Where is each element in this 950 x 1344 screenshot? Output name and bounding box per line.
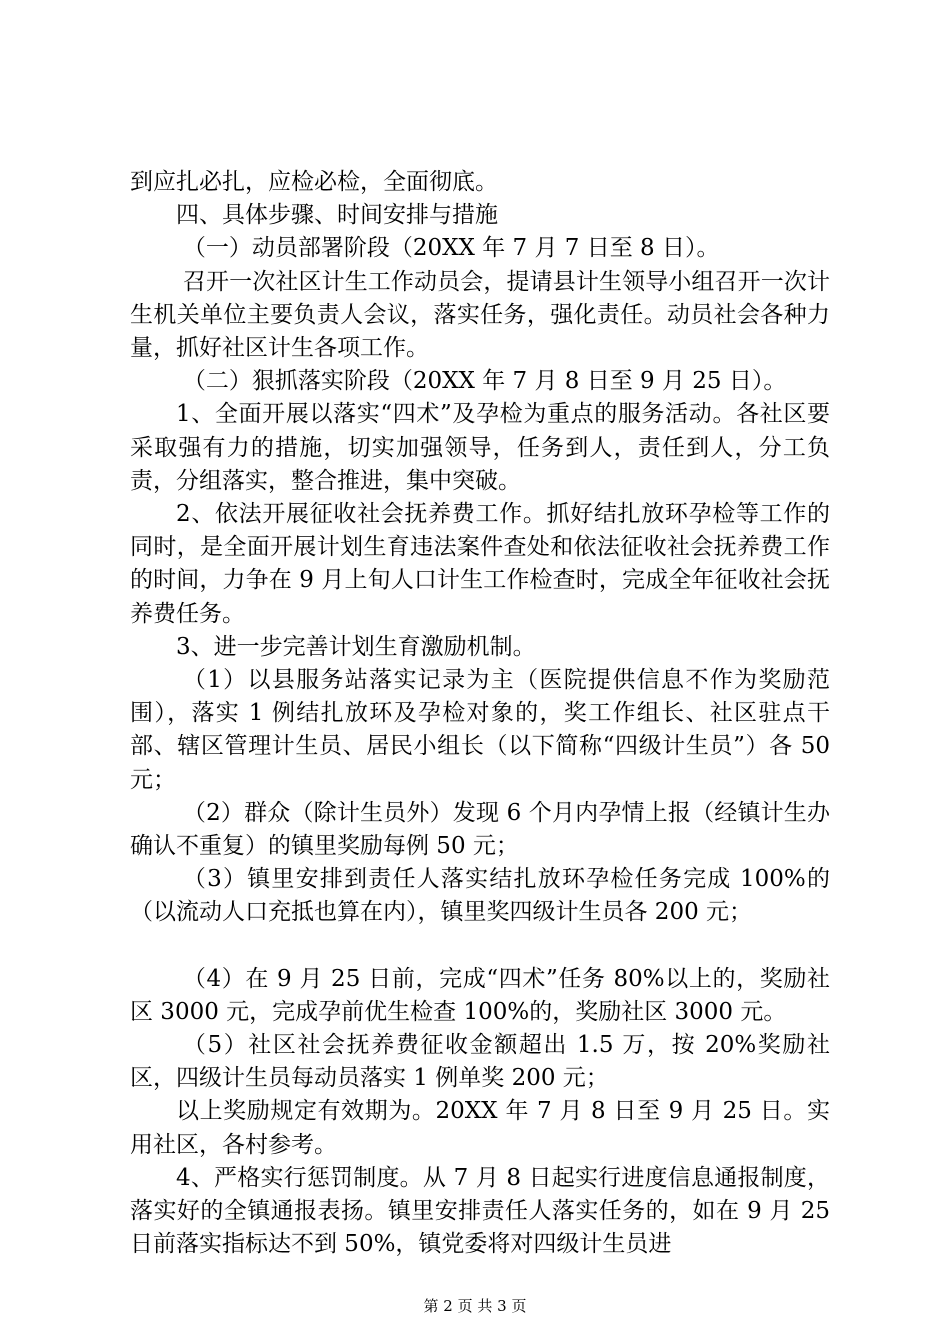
blank-line bbox=[130, 930, 830, 963]
paragraph: （2）群众（除计生员外）发现 6 个月内孕情上报（经镇计生办确认不重复）的镇里奖励每例 50 元； bbox=[130, 799, 830, 860]
document-body bbox=[130, 166, 830, 1262]
paragraph: 4、严格实行惩罚制度。从 7 月 8 日起实行进度信息通报制度，落实好的全镇通报表扬。镇里安排责任人落实任务的，如在 9 月 25 日前落实指标达不到 50%，镇党委将对四级计生员进 bbox=[130, 1164, 830, 1258]
paragraph: 2、依法开展征收社会抚养费工作。抓好结扎放环孕检等工作的同时，是全面开展计划生育违法案件查处和依法征收社会抚养费工作的时间，力争在 9 月上旬人口计生工作检查时，完成全年征收社会抚养费任务。 bbox=[130, 501, 830, 627]
paragraph: 1、全面开展以落实“四术”及孕检为重点的服务活动。各社区要采取强有力的措施，切实加强领导，任务到人，责任到人，分工负责，分组落实，整合推进，集中突破。 bbox=[130, 401, 830, 494]
paragraph: 召开一次社区计生工作动员会，提请县计生领导小组召开一次计生机关单位主要负责人会议，落实任务，强化责任。动员社会各种力量，抓好社区计生各项工作。 bbox=[130, 268, 830, 362]
paragraph: （一）动员部署阶段（20XX 年 7 月 7 日至 8 日）。 bbox=[182, 235, 720, 262]
paragraph: 四、具体步骤、时间安排与措施 bbox=[176, 202, 498, 229]
paragraph: （3）镇里安排到责任人落实结扎放环孕检任务完成 100%的（以流动人口充抵也算在内），镇里奖四级计生员各 200 元； bbox=[130, 866, 830, 926]
paragraph: 到应扎必扎，应检必检，全面彻底。 bbox=[130, 169, 498, 195]
paragraph: 3、进一步完善计划生育激励机制。 bbox=[176, 633, 536, 660]
paragraph: （4）在 9 月 25 日前，完成“四术”任务 80%以上的，奖励社区 3000 元，完成孕前优生检查 100%的，奖励社区 3000 元。 bbox=[130, 965, 830, 1025]
paragraph: 以上奖励规定有效期为。20XX 年 7 月 8 日至 9 月 25 日。实用社区，各村参考。 bbox=[130, 1098, 830, 1158]
paragraph: （5）社区社会抚养费征收金额超出 1.5 万，按 20%奖励社区，四级计生员每动员落实 1 例单奖 200 元； bbox=[130, 1032, 830, 1092]
page-footer: 第 2 页 共 3 页 bbox=[423, 1297, 527, 1315]
paragraph: （1）以县服务站落实记录为主（医院提供信息不作为奖励范围），落实 1 例结扎放环及孕检对象的，奖工作组长、社区驻点干部、辖区管理计生员、居民小组长（以下简称“四级计生员”）各 50 元； bbox=[130, 667, 830, 793]
paragraph: （二）狠抓落实阶段（20XX 年 7 月 8 日至 9 月 25 日）。 bbox=[182, 368, 787, 395]
